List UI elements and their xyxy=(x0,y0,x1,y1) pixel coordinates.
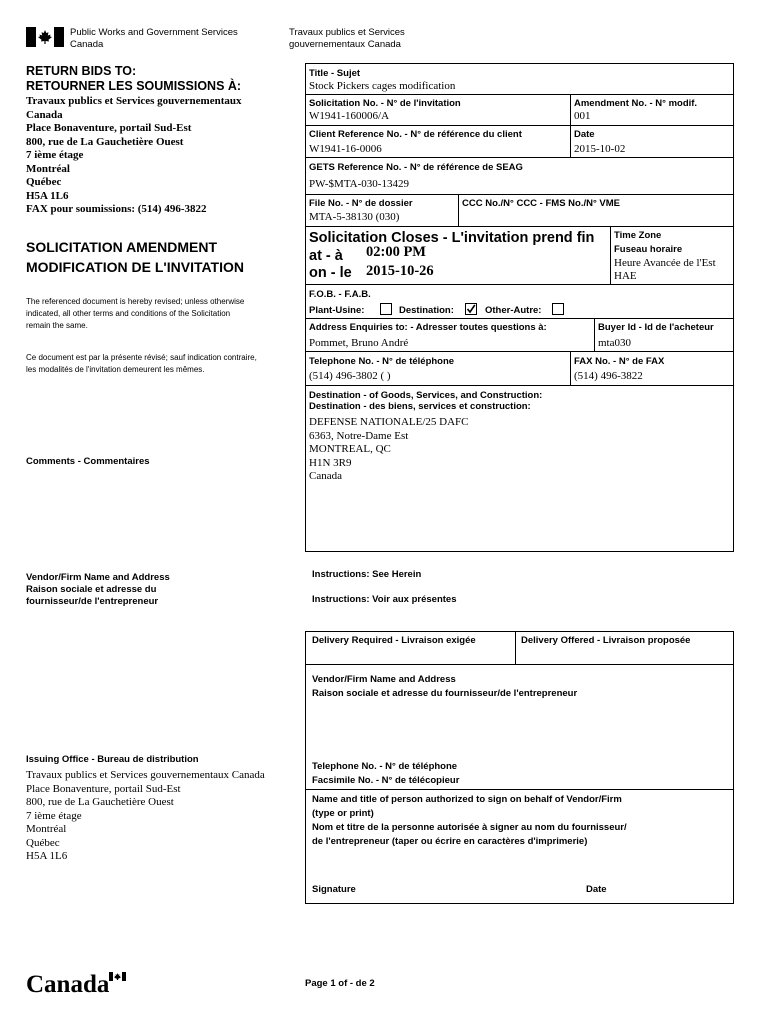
destination-checkbox[interactable] xyxy=(465,303,477,315)
vendor-firm-label: Vendor/Firm Name and Address Raison sociale et adresse du fournisseur/de l'entrepreneur xyxy=(26,572,170,607)
comments-label: Comments - Commentaires xyxy=(26,456,150,467)
title-label: Title - Sujet xyxy=(309,68,361,79)
fob-label: F.O.B. - F.A.B. xyxy=(309,289,371,300)
date-value: 2015-10-02 xyxy=(574,143,626,155)
signature-label: Signature xyxy=(312,884,356,895)
delivery-offered-label: Delivery Offered - Livraison proposée xyxy=(521,635,691,646)
title-value: Stock Pickers cages modification xyxy=(309,80,456,92)
instructions-en: Instructions: See Herein xyxy=(312,569,422,580)
gets-reference-label: GETS Reference No. - N° de référence de SEAG xyxy=(309,162,523,173)
destination-goods-label: Destination - of Goods, Services, and Construction: Destination - des biens, services et construction: xyxy=(309,390,543,412)
issuing-office-address: Travaux publics et Services gouvernementaux Canada Place Bonaventure, portail Sud-Est 800, rue de La Gauchetière Ouest 7 ième étage Montréal Québec H5A 1L6 xyxy=(26,769,265,862)
plant-usine-label: Plant-Usine: xyxy=(309,305,365,316)
destination-label: Destination: xyxy=(399,305,454,316)
return-bids-address: Travaux publics et Services gouvernementaux Canada Place Bonaventure, portail Sud-Est 800, rue de La Gauchetière Ouest 7 ième étage Montréal Québec H5A 1L6 FAX pour soumissions: (514) 496-3822 xyxy=(26,95,242,215)
instructions-fr: Instructions: Voir aux présentes xyxy=(312,594,457,605)
department-name-en: Public Works and Government Services Canada xyxy=(70,27,238,50)
time-zone-value: Heure Avancée de l'Est HAE xyxy=(614,257,716,282)
amendment-number-label: Amendment No. - N° modif. xyxy=(574,98,698,109)
amendment-notice-en: The referenced document is hereby revised; unless otherwise indicated, all other terms and conditions of the Solicitation remain the same. xyxy=(26,297,245,330)
other-autre-label: Other-Autre: xyxy=(485,305,542,316)
vendor-name-address-label: Vendor/Firm Name and Address Raison sociale et adresse du fournisseur/de l'entrepreneur xyxy=(312,674,578,699)
canada-flag-icon xyxy=(26,27,64,47)
amendment-number-value: 001 xyxy=(574,110,591,122)
ccc-number-label: CCC No./N° CCC - FMS No./N° VME xyxy=(462,198,621,209)
client-reference-label: Client Reference No. - N° de référence du client xyxy=(309,129,522,140)
page-number: Page 1 of - de 2 xyxy=(305,978,375,989)
return-bids-title: RETURN BIDS TO: RETOURNER LES SOUMISSIONS À: xyxy=(26,64,242,93)
closing-time-value: 02:00 PM xyxy=(366,244,426,260)
fax-value: (514) 496-3822 xyxy=(574,370,643,382)
authorized-person-label: Name and title of person authorized to sign on behalf of Vendor/Firm (type or print) Nom et titre de la personne autorisée à signer au nom du fournisseur/ de l'entrepreneur (taper ou écrire en caractères d'imprimerie) xyxy=(312,794,627,847)
amendment-title: SOLICITATION AMENDMENT MODIFICATION DE L'INVITATION xyxy=(26,239,244,275)
amendment-notice-fr: Ce document est par la présente révisé; sauf indication contraire, les modalités de l'invitation demeurent les mêmes. xyxy=(26,353,257,374)
department-name-fr: Travaux publics et Services gouvernementaux Canada xyxy=(289,27,405,50)
other-autre-checkbox[interactable] xyxy=(552,303,564,315)
wordmark-flag-icon xyxy=(109,968,126,977)
delivery-required-label: Delivery Required - Livraison exigée xyxy=(312,635,476,646)
client-reference-value: W1941-16-0006 xyxy=(309,143,382,155)
closing-date-value: 2015-10-26 xyxy=(366,263,434,279)
time-zone-label: Time Zone Fuseau horaire xyxy=(614,230,683,255)
file-number-value: MTA-5-38130 (030) xyxy=(309,211,400,223)
signature-date-label: Date xyxy=(586,884,607,895)
vendor-phone-fax-label: Telephone No. - N° de téléphone Facsimile No. - N° de télécopieur xyxy=(312,761,460,786)
solicitation-number-label: Solicitation No. - N° de l'invitation xyxy=(309,98,461,109)
address-enquiries-label: Address Enquiries to: - Adresser toutes questions à: xyxy=(309,322,547,333)
closing-at-label: at - à xyxy=(309,248,343,264)
date-label: Date xyxy=(574,129,595,140)
buyer-id-label: Buyer Id - Id de l'acheteur xyxy=(598,322,714,333)
telephone-value: (514) 496-3802 ( ) xyxy=(309,370,391,382)
address-enquiries-value: Pommet, Bruno André xyxy=(309,337,409,349)
canada-wordmark: Canada xyxy=(26,971,110,998)
closing-on-label: on - le xyxy=(309,265,352,281)
fax-label: FAX No. - N° de FAX xyxy=(574,356,665,367)
gets-reference-value: PW-$MTA-030-13429 xyxy=(309,178,409,190)
destination-address: DEFENSE NATIONALE/25 DAFC 6363, Notre-Dame Est MONTREAL, QC H1N 3R9 Canada xyxy=(309,416,469,482)
checkmark-icon xyxy=(466,304,476,314)
solicitation-closes-label: Solicitation Closes - L'invitation prend fin xyxy=(309,230,595,246)
issuing-office-label: Issuing Office - Bureau de distribution xyxy=(26,754,199,765)
plant-usine-checkbox[interactable] xyxy=(380,303,392,315)
solicitation-number-value: W1941-160006/A xyxy=(309,110,390,122)
buyer-id-value: mta030 xyxy=(598,337,631,349)
file-number-label: File No. - N° de dossier xyxy=(309,198,413,209)
telephone-label: Telephone No. - N° de téléphone xyxy=(309,356,455,367)
